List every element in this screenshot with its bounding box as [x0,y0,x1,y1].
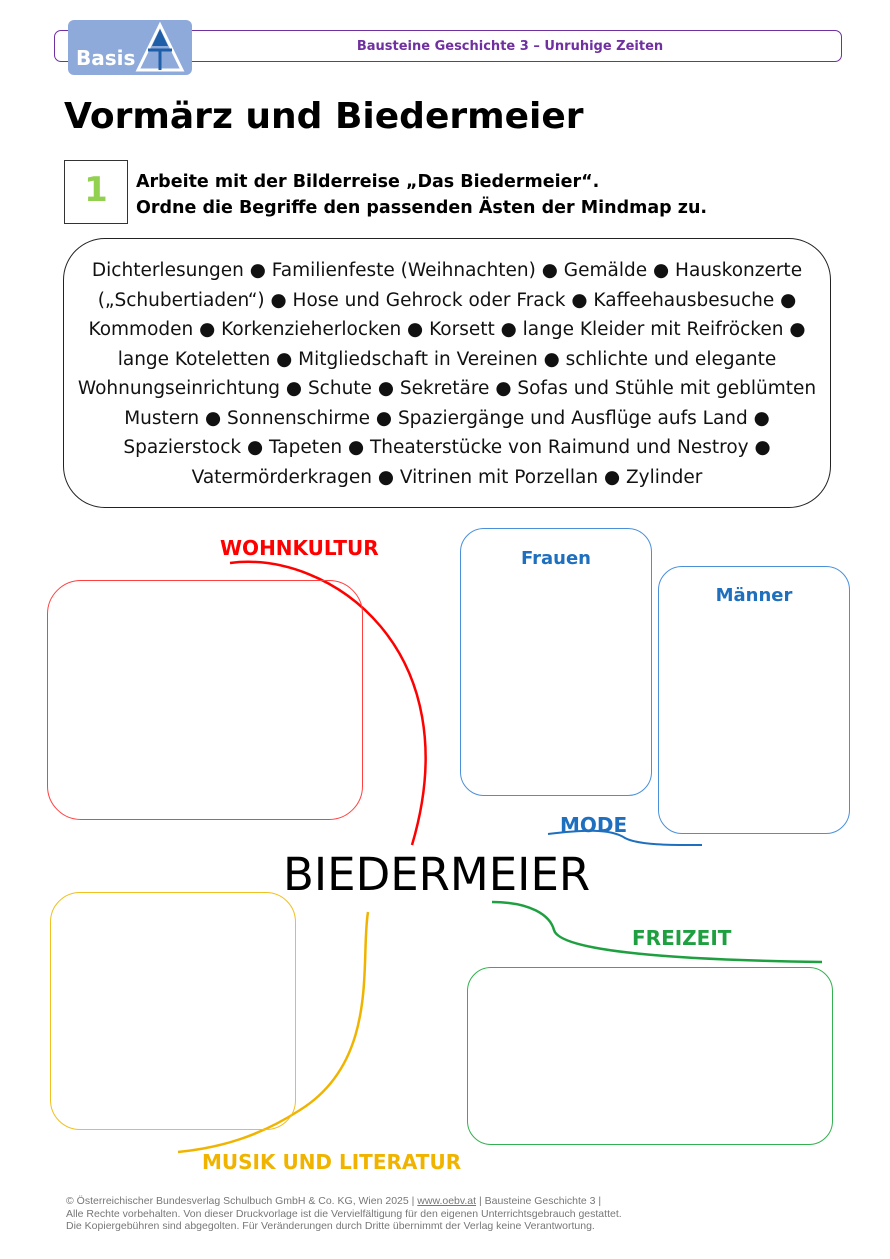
term-line: Wohnungseinrichtung ● Schute ● Sekretäre ● Sofas und Stühle mit geblümten [77,378,817,399]
wohnkultur-answer-box[interactable] [47,580,363,820]
footer-rights: Alle Rechte vorbehalten. Von dieser Druckvorlage ist die Vervielfältigung für den eigenen Unterrichtsgebrauch gestattet. [66,1208,622,1220]
musik-literatur-label: MUSIK UND LITERATUR [202,1150,462,1174]
term-line: lange Koteletten ● Mitgliedschaft in Vereinen ● schlichte und elegante [117,349,777,370]
task-instruction-line-2: Ordne die Begriffe den passenden Ästen der Mindmap zu. [136,198,708,218]
term-line: Kommoden ● Korkenzieherlocken ● Korsett ● lange Kleider mit Reifröcken ● [88,319,806,340]
header-title: Bausteine Geschichte 3 – Unruhige Zeiten [356,39,664,54]
maenner-answer-box[interactable] [658,566,850,834]
freizeit-answer-box[interactable] [467,967,833,1145]
logo-text: Basis [76,46,136,70]
task-instruction-line-1: Arbeite mit der Bilderreise „Das Biedermeier“. [136,172,600,192]
footer-text: | Bausteine Geschichte 3 | [476,1195,602,1207]
term-line: („Schubertiaden“) ● Hose und Gehrock oder Frack ● Kaffeehausbesuche ● [97,290,797,311]
term-line: Dichterlesungen ● Familienfeste (Weihnachten) ● Gemälde ● Hauskonzerte [91,260,803,281]
footer-text: © Österreichischer Bundesverlag Schulbuch GmbH & Co. KG, Wien 2025 | [66,1195,418,1207]
musik-answer-box[interactable] [50,892,296,1130]
term-line: Vatermörderkragen ● Vitrinen mit Porzellan ● Zylinder [191,467,703,488]
task-number: 1 [84,170,108,210]
term-line: Mustern ● Sonnenschirme ● Spaziergänge und Ausflüge aufs Land ● [124,408,770,429]
frauen-label: Frauen [520,548,591,569]
footer-disclaimer: Die Kopiergebühren sind abgegolten. Für Veränderungen durch Dritte übernimmt der Verlag keine Verantwortung. [66,1220,595,1232]
term-line: Spazierstock ● Tapeten ● Theaterstücke von Raimund und Nestroy ● [123,437,771,458]
mindmap-center-title: BIEDERMEIER [283,848,591,901]
footer-copyright [66,1195,601,1207]
maenner-label: Männer [715,585,793,606]
mode-label: MODE [560,813,628,837]
publisher-link[interactable]: www.oebv.at [417,1195,477,1207]
freizeit-label: FREIZEIT [632,926,732,950]
wohnkultur-label: WOHNKULTUR [220,536,379,560]
page-title: Vormärz und Biedermeier [64,96,584,137]
